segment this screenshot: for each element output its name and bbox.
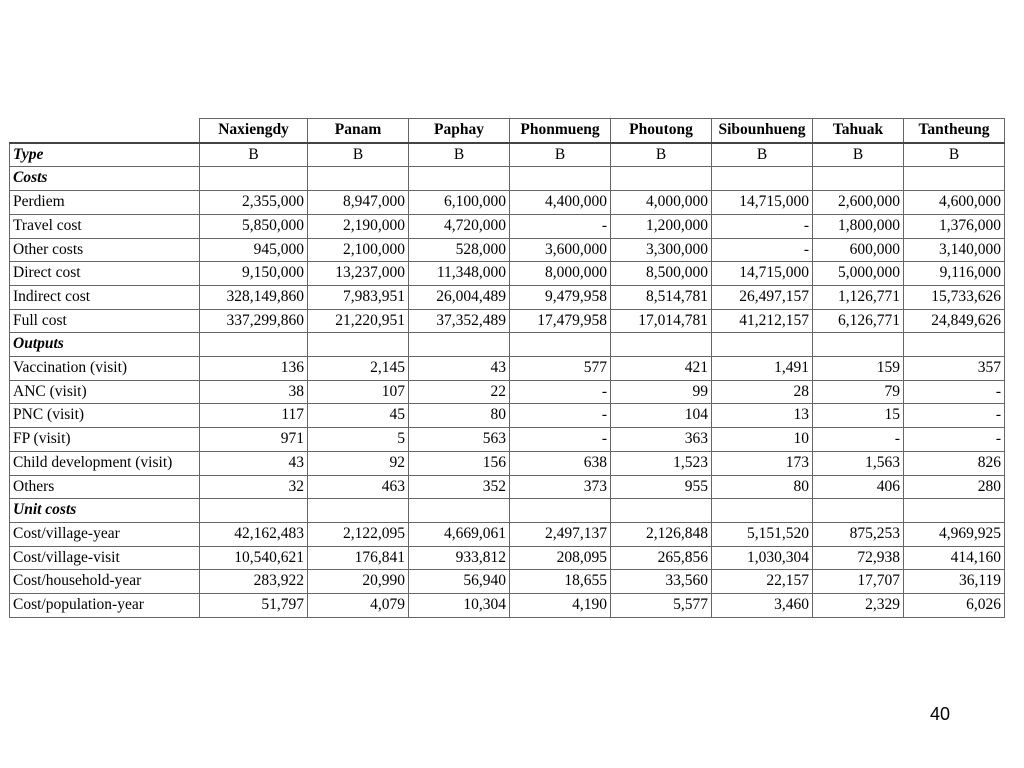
value-cell: 1,030,304 bbox=[712, 546, 813, 570]
value-cell: 328,149,860 bbox=[200, 285, 308, 309]
value-cell: 15,733,626 bbox=[904, 285, 1005, 309]
value-cell: 37,352,489 bbox=[409, 309, 510, 333]
value-cell: 352 bbox=[409, 475, 510, 499]
column-header: Tantheung bbox=[904, 119, 1005, 143]
value-cell: 2,497,137 bbox=[510, 522, 611, 546]
empty-cell bbox=[611, 499, 712, 523]
value-cell: 104 bbox=[611, 404, 712, 428]
value-cell: - bbox=[510, 428, 611, 452]
table-row bbox=[10, 262, 1005, 286]
value-cell: 280 bbox=[904, 475, 1005, 499]
table-row bbox=[10, 380, 1005, 404]
value-cell: 6,100,000 bbox=[409, 191, 510, 215]
value-cell: 4,669,061 bbox=[409, 522, 510, 546]
value-cell: - bbox=[712, 214, 813, 238]
value-cell: 17,014,781 bbox=[611, 309, 712, 333]
group-header-row bbox=[10, 167, 1005, 191]
value-cell: 3,140,000 bbox=[904, 238, 1005, 262]
page-number: 40 bbox=[930, 704, 951, 724]
empty-cell bbox=[510, 499, 611, 523]
value-cell: 4,600,000 bbox=[904, 191, 1005, 215]
table-row bbox=[10, 191, 1005, 215]
value-cell: 2,355,000 bbox=[200, 191, 308, 215]
empty-cell bbox=[813, 333, 904, 357]
value-cell: 4,720,000 bbox=[409, 214, 510, 238]
column-header: Sibounhueng bbox=[712, 119, 813, 143]
row-label: Indirect cost bbox=[10, 285, 200, 309]
group-title: Outputs bbox=[10, 333, 200, 357]
value-cell: 43 bbox=[409, 357, 510, 381]
empty-cell bbox=[409, 499, 510, 523]
value-cell: - bbox=[510, 404, 611, 428]
value-cell: 563 bbox=[409, 428, 510, 452]
value-cell: 10 bbox=[712, 428, 813, 452]
value-cell: - bbox=[904, 380, 1005, 404]
row-label: FP (visit) bbox=[10, 428, 200, 452]
value-cell: 2,329 bbox=[813, 594, 904, 618]
value-cell: 955 bbox=[611, 475, 712, 499]
value-cell: 933,812 bbox=[409, 546, 510, 570]
empty-cell bbox=[308, 167, 409, 191]
group-header-row bbox=[10, 333, 1005, 357]
type-cell: B bbox=[904, 143, 1005, 167]
value-cell: 107 bbox=[308, 380, 409, 404]
value-cell: 1,126,771 bbox=[813, 285, 904, 309]
value-cell: 414,160 bbox=[904, 546, 1005, 570]
row-label: Perdiem bbox=[10, 191, 200, 215]
value-cell: 26,497,157 bbox=[712, 285, 813, 309]
type-cell: B bbox=[712, 143, 813, 167]
empty-cell bbox=[200, 167, 308, 191]
empty-cell bbox=[510, 167, 611, 191]
value-cell: - bbox=[510, 214, 611, 238]
value-cell: 363 bbox=[611, 428, 712, 452]
empty-cell bbox=[904, 167, 1005, 191]
value-cell: 13 bbox=[712, 404, 813, 428]
value-cell: 79 bbox=[813, 380, 904, 404]
value-cell: 92 bbox=[308, 451, 409, 475]
value-cell: 20,990 bbox=[308, 570, 409, 594]
value-cell: 36,119 bbox=[904, 570, 1005, 594]
value-cell: 2,126,848 bbox=[611, 522, 712, 546]
value-cell: 3,460 bbox=[712, 594, 813, 618]
table-row bbox=[10, 309, 1005, 333]
value-cell: 80 bbox=[712, 475, 813, 499]
value-cell: 528,000 bbox=[409, 238, 510, 262]
value-cell: 2,100,000 bbox=[308, 238, 409, 262]
row-label: Full cost bbox=[10, 309, 200, 333]
value-cell: 638 bbox=[510, 451, 611, 475]
table-row bbox=[10, 238, 1005, 262]
value-cell: 56,940 bbox=[409, 570, 510, 594]
value-cell: 156 bbox=[409, 451, 510, 475]
empty-cell bbox=[813, 499, 904, 523]
value-cell: 577 bbox=[510, 357, 611, 381]
empty-cell bbox=[712, 167, 813, 191]
value-cell: 43 bbox=[200, 451, 308, 475]
value-cell: 1,200,000 bbox=[611, 214, 712, 238]
value-cell: 24,849,626 bbox=[904, 309, 1005, 333]
value-cell: 8,500,000 bbox=[611, 262, 712, 286]
row-label: Others bbox=[10, 475, 200, 499]
value-cell: 18,655 bbox=[510, 570, 611, 594]
column-header: Panam bbox=[308, 119, 409, 143]
empty-cell bbox=[712, 499, 813, 523]
row-label: ANC (visit) bbox=[10, 380, 200, 404]
value-cell: 33,560 bbox=[611, 570, 712, 594]
value-cell: 2,600,000 bbox=[813, 191, 904, 215]
type-cell: B bbox=[409, 143, 510, 167]
value-cell: 5,850,000 bbox=[200, 214, 308, 238]
empty-cell bbox=[200, 499, 308, 523]
value-cell: 22,157 bbox=[712, 570, 813, 594]
value-cell: 99 bbox=[611, 380, 712, 404]
value-cell: 406 bbox=[813, 475, 904, 499]
row-label: PNC (visit) bbox=[10, 404, 200, 428]
value-cell: 80 bbox=[409, 404, 510, 428]
value-cell: 5,151,520 bbox=[712, 522, 813, 546]
value-cell: 41,212,157 bbox=[712, 309, 813, 333]
value-cell: 2,190,000 bbox=[308, 214, 409, 238]
value-cell: 159 bbox=[813, 357, 904, 381]
type-cell: B bbox=[611, 143, 712, 167]
value-cell: 72,938 bbox=[813, 546, 904, 570]
corner-cell bbox=[10, 119, 200, 143]
value-cell: 14,715,000 bbox=[712, 262, 813, 286]
value-cell: 5 bbox=[308, 428, 409, 452]
value-cell: 6,126,771 bbox=[813, 309, 904, 333]
table-row bbox=[10, 546, 1005, 570]
value-cell: 42,162,483 bbox=[200, 522, 308, 546]
value-cell: 971 bbox=[200, 428, 308, 452]
value-cell: 176,841 bbox=[308, 546, 409, 570]
value-cell: 136 bbox=[200, 357, 308, 381]
value-cell: 826 bbox=[904, 451, 1005, 475]
value-cell: 117 bbox=[200, 404, 308, 428]
cost-table bbox=[9, 118, 1005, 618]
type-cell: B bbox=[510, 143, 611, 167]
type-cell: B bbox=[813, 143, 904, 167]
value-cell: 3,600,000 bbox=[510, 238, 611, 262]
column-header: Phoutong bbox=[611, 119, 712, 143]
type-row bbox=[10, 143, 1005, 167]
value-cell: 463 bbox=[308, 475, 409, 499]
value-cell: 4,400,000 bbox=[510, 191, 611, 215]
value-cell: 22 bbox=[409, 380, 510, 404]
row-label: Vaccination (visit) bbox=[10, 357, 200, 381]
table-row bbox=[10, 570, 1005, 594]
table-row bbox=[10, 475, 1005, 499]
column-header: Naxiengdy bbox=[200, 119, 308, 143]
value-cell: 875,253 bbox=[813, 522, 904, 546]
empty-cell bbox=[510, 333, 611, 357]
value-cell: 4,000,000 bbox=[611, 191, 712, 215]
value-cell: 1,800,000 bbox=[813, 214, 904, 238]
value-cell: 2,145 bbox=[308, 357, 409, 381]
value-cell: 13,237,000 bbox=[308, 262, 409, 286]
column-header: Phonmueng bbox=[510, 119, 611, 143]
table-row bbox=[10, 594, 1005, 618]
row-label: Cost/household-year bbox=[10, 570, 200, 594]
value-cell: 17,479,958 bbox=[510, 309, 611, 333]
value-cell: 945,000 bbox=[200, 238, 308, 262]
value-cell: 14,715,000 bbox=[712, 191, 813, 215]
empty-cell bbox=[409, 333, 510, 357]
value-cell: 1,523 bbox=[611, 451, 712, 475]
row-label: Child development (visit) bbox=[10, 451, 200, 475]
value-cell: 15 bbox=[813, 404, 904, 428]
value-cell: 38 bbox=[200, 380, 308, 404]
value-cell: - bbox=[904, 404, 1005, 428]
table-row bbox=[10, 451, 1005, 475]
value-cell: 9,479,958 bbox=[510, 285, 611, 309]
empty-cell bbox=[813, 167, 904, 191]
value-cell: 421 bbox=[611, 357, 712, 381]
table-row bbox=[10, 522, 1005, 546]
value-cell: 8,000,000 bbox=[510, 262, 611, 286]
value-cell: 32 bbox=[200, 475, 308, 499]
empty-cell bbox=[611, 167, 712, 191]
empty-cell bbox=[308, 333, 409, 357]
value-cell: 6,026 bbox=[904, 594, 1005, 618]
table-row bbox=[10, 428, 1005, 452]
value-cell: 11,348,000 bbox=[409, 262, 510, 286]
value-cell: 3,300,000 bbox=[611, 238, 712, 262]
row-label: Direct cost bbox=[10, 262, 200, 286]
value-cell: 5,577 bbox=[611, 594, 712, 618]
value-cell: 7,983,951 bbox=[308, 285, 409, 309]
value-cell: 208,095 bbox=[510, 546, 611, 570]
row-label: Other costs bbox=[10, 238, 200, 262]
empty-cell bbox=[904, 499, 1005, 523]
table-row bbox=[10, 404, 1005, 428]
value-cell: 373 bbox=[510, 475, 611, 499]
value-cell: 10,540,621 bbox=[200, 546, 308, 570]
type-label: Type bbox=[10, 143, 200, 167]
value-cell: - bbox=[510, 380, 611, 404]
value-cell: 9,116,000 bbox=[904, 262, 1005, 286]
empty-cell bbox=[409, 167, 510, 191]
value-cell: 21,220,951 bbox=[308, 309, 409, 333]
value-cell: 357 bbox=[904, 357, 1005, 381]
group-title: Costs bbox=[10, 167, 200, 191]
value-cell: 173 bbox=[712, 451, 813, 475]
value-cell: 10,304 bbox=[409, 594, 510, 618]
value-cell: 265,856 bbox=[611, 546, 712, 570]
value-cell: 26,004,489 bbox=[409, 285, 510, 309]
type-cell: B bbox=[200, 143, 308, 167]
column-header: Tahuak bbox=[813, 119, 904, 143]
value-cell: 4,079 bbox=[308, 594, 409, 618]
value-cell: 45 bbox=[308, 404, 409, 428]
value-cell: 51,797 bbox=[200, 594, 308, 618]
empty-cell bbox=[611, 333, 712, 357]
row-label: Cost/population-year bbox=[10, 594, 200, 618]
column-header: Paphay bbox=[409, 119, 510, 143]
value-cell: 4,190 bbox=[510, 594, 611, 618]
value-cell: 4,969,925 bbox=[904, 522, 1005, 546]
table-row bbox=[10, 214, 1005, 238]
value-cell: - bbox=[813, 428, 904, 452]
value-cell: - bbox=[904, 428, 1005, 452]
row-label: Travel cost bbox=[10, 214, 200, 238]
empty-cell bbox=[712, 333, 813, 357]
header-row bbox=[10, 119, 1005, 143]
value-cell: 1,563 bbox=[813, 451, 904, 475]
empty-cell bbox=[904, 333, 1005, 357]
value-cell: 2,122,095 bbox=[308, 522, 409, 546]
value-cell: 8,514,781 bbox=[611, 285, 712, 309]
value-cell: 283,922 bbox=[200, 570, 308, 594]
value-cell: 337,299,860 bbox=[200, 309, 308, 333]
row-label: Cost/village-year bbox=[10, 522, 200, 546]
value-cell: 9,150,000 bbox=[200, 262, 308, 286]
empty-cell bbox=[200, 333, 308, 357]
group-title: Unit costs bbox=[10, 499, 200, 523]
table-row bbox=[10, 285, 1005, 309]
value-cell: 28 bbox=[712, 380, 813, 404]
value-cell: 17,707 bbox=[813, 570, 904, 594]
group-header-row bbox=[10, 499, 1005, 523]
table-body bbox=[10, 119, 1005, 618]
value-cell: 600,000 bbox=[813, 238, 904, 262]
value-cell: 5,000,000 bbox=[813, 262, 904, 286]
row-label: Cost/village-visit bbox=[10, 546, 200, 570]
value-cell: - bbox=[712, 238, 813, 262]
empty-cell bbox=[308, 499, 409, 523]
value-cell: 1,491 bbox=[712, 357, 813, 381]
table-row bbox=[10, 357, 1005, 381]
type-cell: B bbox=[308, 143, 409, 167]
value-cell: 1,376,000 bbox=[904, 214, 1005, 238]
value-cell: 8,947,000 bbox=[308, 191, 409, 215]
